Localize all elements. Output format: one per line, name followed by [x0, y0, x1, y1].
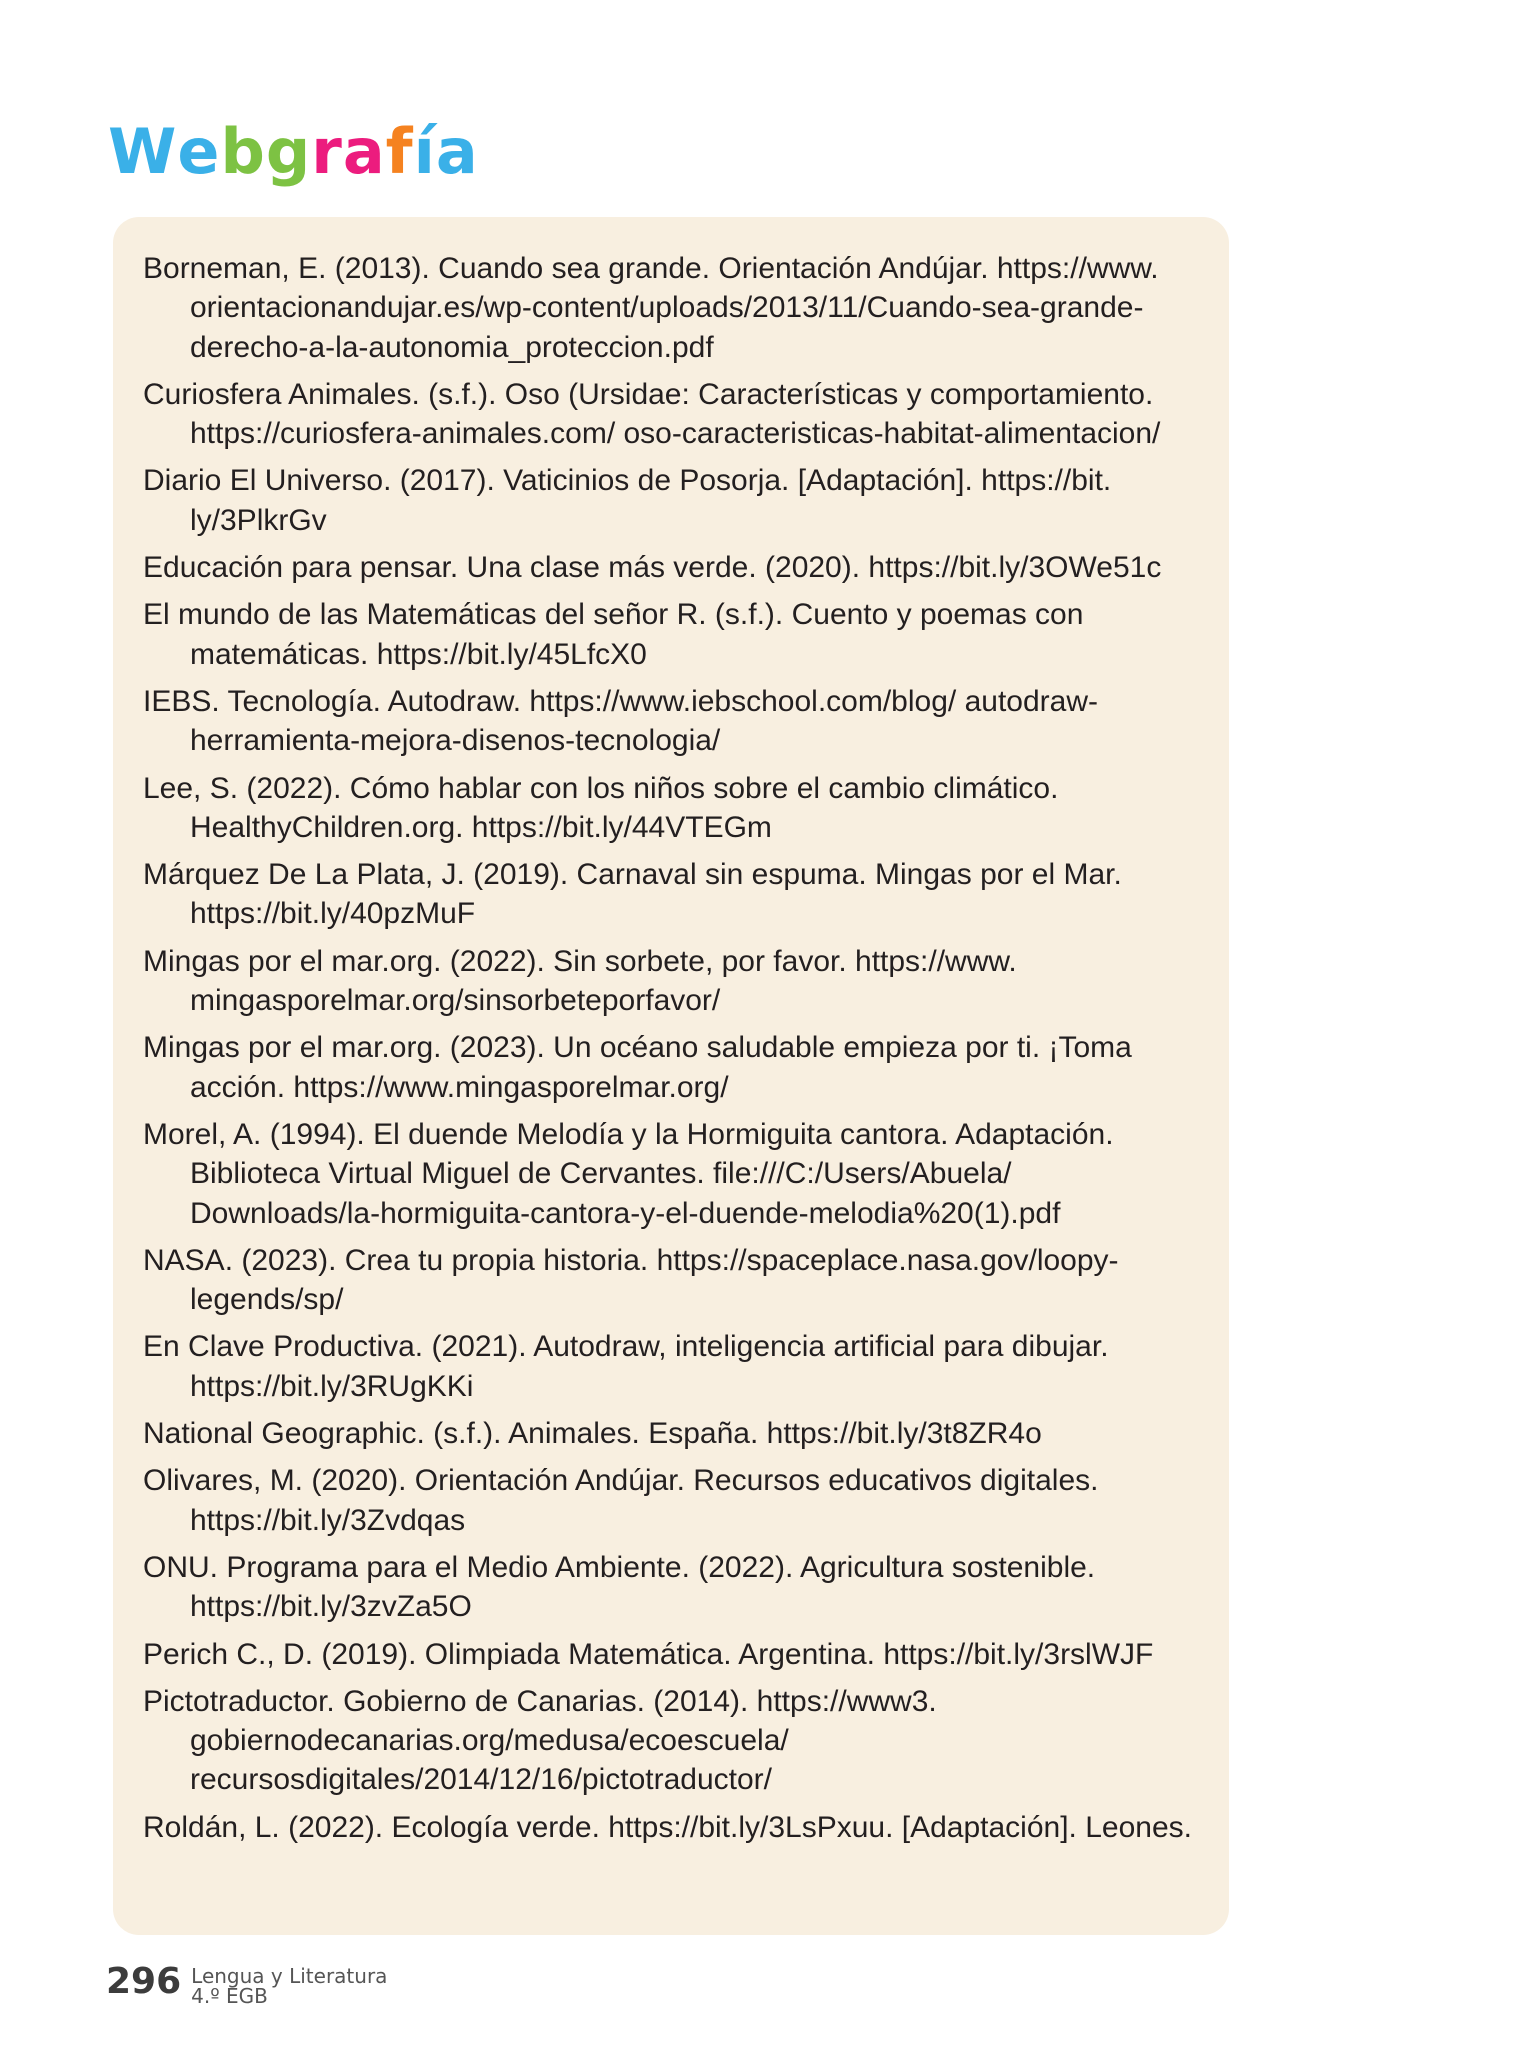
book-info	[191, 1966, 387, 2006]
page-title	[108, 112, 479, 192]
title-letter: r	[311, 115, 343, 188]
title-letter: e	[177, 115, 221, 188]
reference-item: Lee, S. (2022). Cómo hablar con los niños sobre el cambio climático. HealthyChildren.org. https://bit.ly/44VTEGm	[143, 771, 1059, 844]
reference-item: Pictotraductor. Gobierno de Canarias. (2014). https://www3. gobiernodecanarias.org/medusa/ecoescuela/ recursosdigitales/2014/12/16/pictotraductor/	[143, 1684, 937, 1797]
book-title: Lengua y Literatura	[191, 1964, 388, 1988]
reference-item: National Geographic. (s.f.). Animales. España. https://bit.ly/3t8ZR4o	[143, 1417, 1042, 1451]
title-letter: í	[413, 115, 436, 188]
reference-item: El mundo de las Matemáticas del señor R. (s.f.). Cuento y poemas con matemáticas. https://bit.ly/45LfcX0	[143, 598, 1084, 671]
reference-item: Márquez De La Plata, J. (2019). Carnaval sin espuma. Mingas por el Mar. https://bit.ly/40pzMuF	[143, 858, 1122, 931]
book-grade: 4.º EGB	[191, 1984, 268, 2008]
reference-item: Mingas por el mar.org. (2022). Sin sorbete, por favor. https://www. mingasporelmar.org/sinsorbeteporfavor/	[143, 944, 1017, 1018]
title-letter: g	[265, 115, 312, 188]
references-panel	[113, 217, 1229, 1935]
reference-item: ONU. Programa para el Medio Ambiente. (2022). Agricultura sostenible. https://bit.ly/3zvZa5O	[143, 1550, 1096, 1624]
reference-item: IEBS. Tecnología. Autodraw. https://www.iebschool.com/blog/ autodraw-herramienta-mejora-disenos-tecnologia/	[143, 684, 1098, 758]
reference-item: Perich C., D. (2019). Olimpiada Matemática. Argentina. https://bit.ly/3rslWJF	[143, 1637, 1154, 1671]
reference-item: Curiosfera Animales. (s.f.). Oso (Ursidae: Características y comportamiento. https://curiosfera-animales.com/ oso-caracteristicas-habitat-alimentacion/	[143, 377, 1161, 451]
title-letter: b	[220, 115, 266, 188]
page-footer	[106, 1960, 387, 2006]
reference-item: Mingas por el mar.org. (2023). Un océano saludable empieza por ti. ¡Toma acción. https://www.mingasporelmar.org/	[143, 1031, 1132, 1104]
reference-item: Educación para pensar. Una clase más verde. (2020). https://bit.ly/3OWe51c	[143, 551, 1162, 585]
reference-item: Olivares, M. (2020). Orientación Andújar. Recursos educativos digitales. https://bit.ly/3Zvdqas	[143, 1464, 1099, 1537]
title-letter: a	[435, 115, 479, 188]
reference-item: En Clave Productiva. (2021). Autodraw, inteligencia artificial para dibujar. https://bit.ly/3RUgKKi	[143, 1330, 1109, 1403]
reference-item: Diario El Universo. (2017). Vaticinios de Posorja. [Adaptación]. https://bit. ly/3PlkrGv	[143, 464, 1112, 537]
reference-list	[143, 249, 1199, 1847]
reference-item: Roldán, L. (2022). Ecología verde. https://bit.ly/3LsPxuu. [Adaptación]. Leones.	[143, 1810, 1192, 1844]
reference-item: Morel, A. (1994). El duende Melodía y la Hormiguita cantora. Adaptación. Biblioteca Virtual Miguel de Cervantes. file:///C:/Users/Abuela/ Downloads/la-hormiguita-cantora-y-el-duende-melodia%20(1).pdf	[143, 1117, 1114, 1230]
title-letter: W	[108, 115, 178, 188]
reference-item: Borneman, E. (2013). Cuando sea grande. Orientación Andújar. https://www. orientacionandujar.es/wp-content/uploads/2013/11/Cuando-sea-grande-derecho-a-la-autonomia_proteccion.pdf	[143, 252, 1159, 364]
title-letter: a	[342, 115, 386, 188]
reference-item: NASA. (2023). Crea tu propia historia. https://spaceplace.nasa.gov/loopy-legends/sp/	[143, 1243, 1119, 1317]
title-letter: f	[385, 115, 414, 188]
page-number: 296	[106, 1961, 182, 2002]
